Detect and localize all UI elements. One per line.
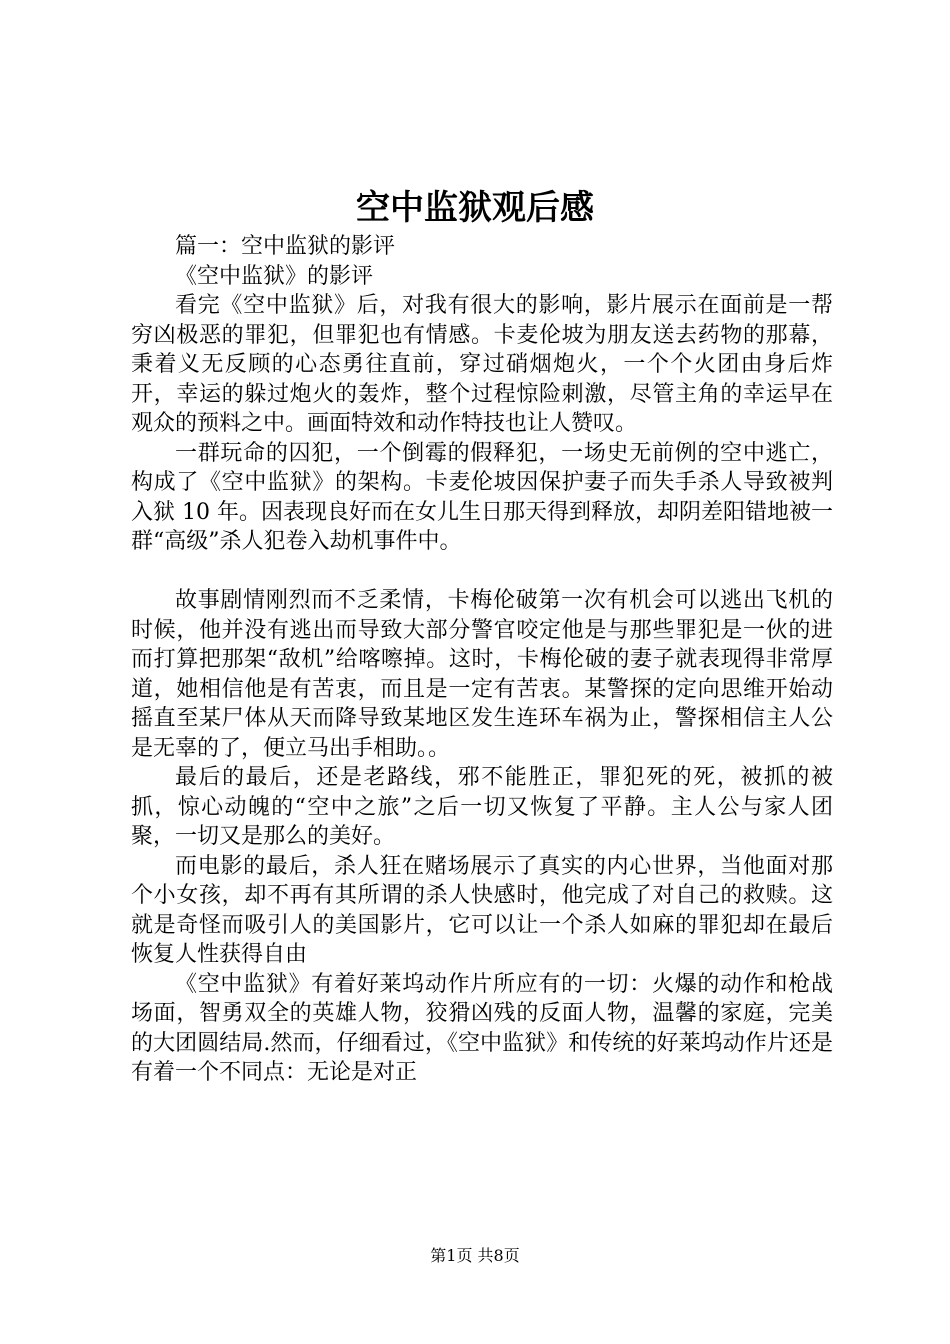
body-paragraph: 《空中监狱》有着好莱坞动作片所应有的一切：火爆的动作和枪战场面，智勇双全的英雄人物，狡猾凶残的反面人物，温馨的家庭，完美的大团圆结局.然而，仔细看过，《空中监狱》和传统的好莱坞动作片还是有着一个不同点：无论是对正 bbox=[131, 971, 833, 1085]
body-paragraph: 故事剧情刚烈而不乏柔情，卡梅伦破第一次有机会可以逃出飞机的时候，他并没有逃出而导致大部分警官咬定他是与那些罪犯是一伙的进而打算把那架“敌机”给喀嚓掉。这时，卡梅伦破的妻子就表现得非常厚道，她相信他是有苦衷，而且是一定有苦衷。某警探的定向思维开始动摇直至某尸体从天而降导致某地区发生连环车祸为止，警探相信主人公是无辜的了，便立马出手相助。。 bbox=[131, 588, 833, 761]
body-paragraph: 一群玩命的囚犯，一个倒霉的假释犯，一场史无前例的空中逃亡，构成了《空中监狱》的架构。卡麦伦坡因保护妻子而失手杀人导致被判入狱 10 年。因表现良好而在女儿生日那天得到释放，却阴差阳错地被一群“高级”杀人犯卷入劫机事件中。 bbox=[131, 440, 833, 554]
page-number-footer: 第1页 共8页 bbox=[430, 1246, 520, 1265]
blank-line bbox=[131, 557, 833, 587]
section-heading: 篇一：空中监狱的影评 bbox=[175, 234, 396, 259]
body-paragraph: 而电影的最后，杀人狂在赌场展示了真实的内心世界，当他面对那个小女孩，却不再有其所谓的杀人快感时，他完成了对自己的救赎。这就是奇怪而吸引人的美国影片，它可以让一个杀人如麻的罪犯却在最后恢复人性获得自由 bbox=[131, 853, 833, 967]
body-paragraph: 看完《空中监狱》后，对我有很大的影响，影片展示在面前是一帮穷凶极恶的罪犯，但罪犯也有情感。卡麦伦坡为朋友送去药物的那幕，秉着义无反顾的心态勇往直前，穿过硝烟炮火，一个个火团由身后炸开，幸运的躲过炮火的轰炸，整个过程惊险刺激，尽管主角的幸运早在观众的预料之中。画面特效和动作特技也让人赞叹。 bbox=[131, 293, 833, 436]
review-heading: 《空中监狱》的影评 bbox=[175, 263, 374, 289]
body-paragraph: 最后的最后，还是老路线，邪不能胜正，罪犯死的死，被抓的被抓，惊心动魄的“空中之旅”之后一切又恢复了平静。主人公与家人团聚，一切又是那么的美好。 bbox=[131, 765, 833, 849]
document-body bbox=[131, 232, 833, 1088]
document-title: 空中监狱观后感 bbox=[356, 188, 594, 228]
